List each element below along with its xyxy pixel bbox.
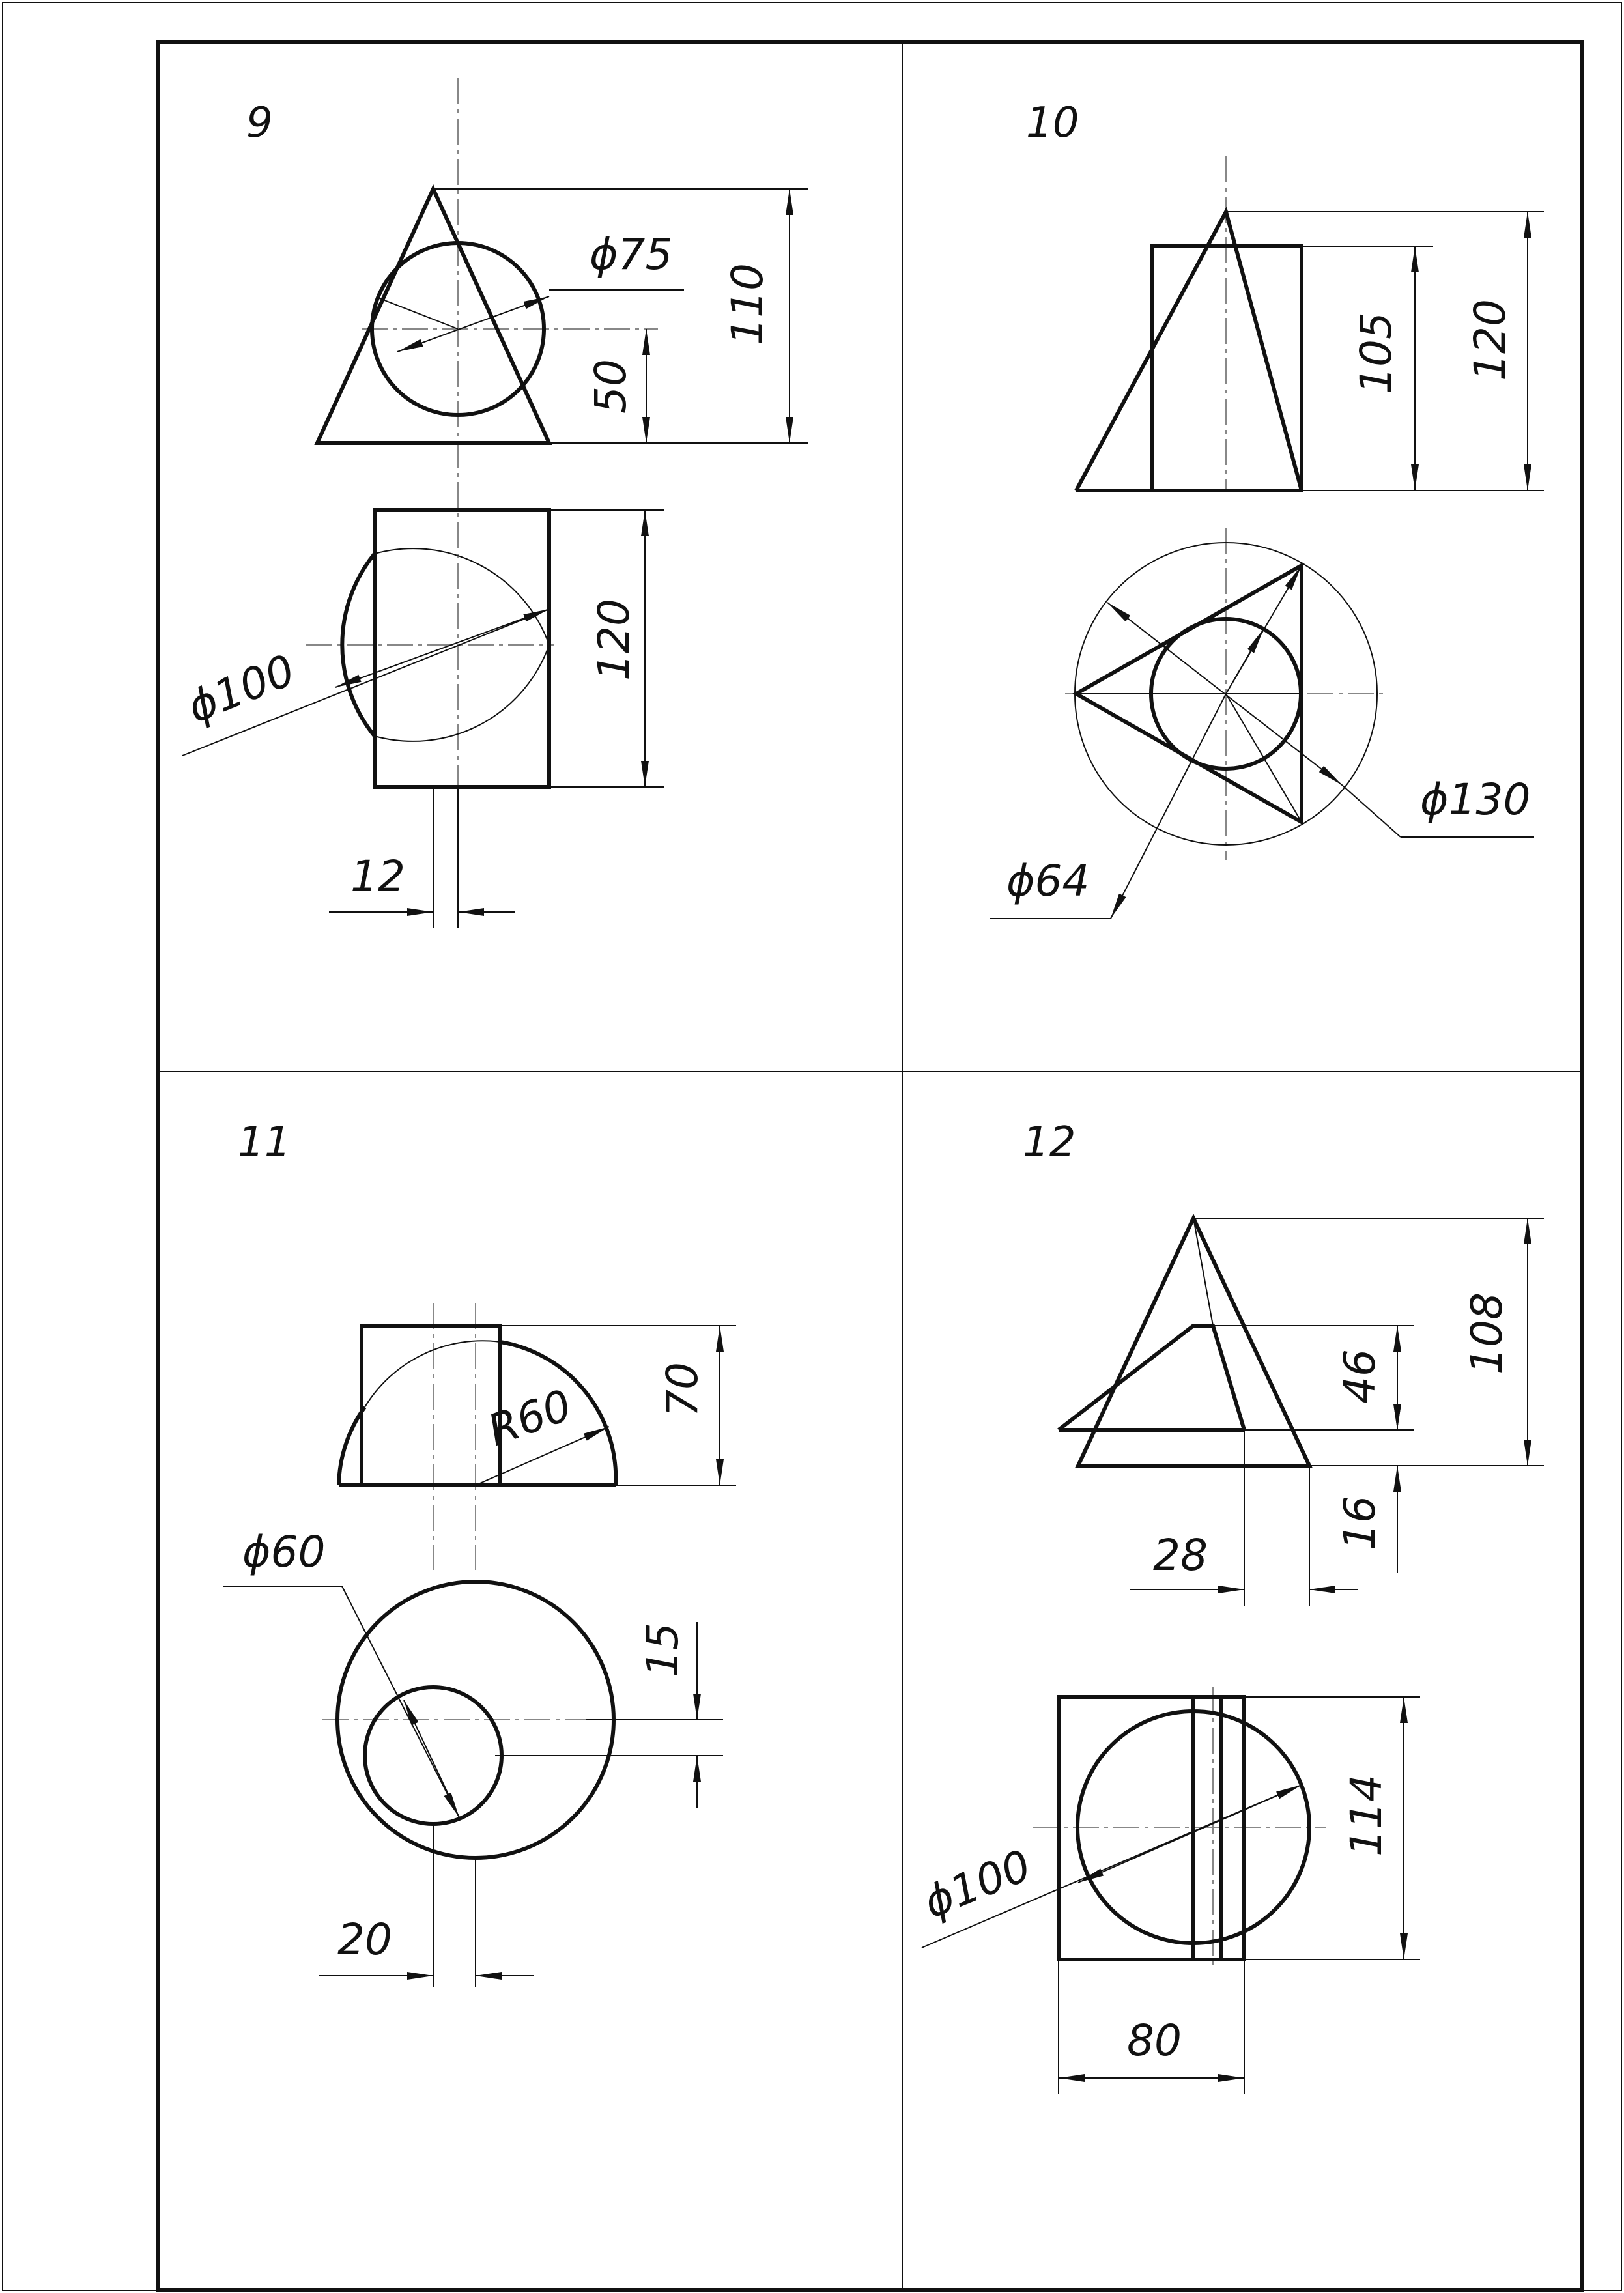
dim-cylinder-diameter: ϕ100 bbox=[180, 644, 302, 733]
cone-front-view bbox=[1076, 212, 1302, 491]
dim-prism-height: 105 bbox=[1351, 312, 1401, 394]
problem-11 bbox=[223, 1118, 736, 1987]
dim-height: 70 bbox=[657, 1362, 707, 1417]
dim-width: 80 bbox=[1127, 2015, 1182, 2066]
problem-number: 12 bbox=[1023, 1118, 1076, 1167]
cone-front-view bbox=[317, 189, 549, 443]
cut-body-top-view bbox=[1059, 1697, 1244, 1959]
problem-number: 10 bbox=[1026, 99, 1079, 147]
half-sphere-front-view bbox=[339, 1342, 616, 1485]
dim-outer-diameter: ϕ130 bbox=[1420, 775, 1531, 825]
dim-sphere-diameter: ϕ75 bbox=[590, 229, 673, 279]
dim-offset-y: 15 bbox=[638, 1623, 688, 1677]
cylinder-top-view bbox=[375, 510, 549, 787]
dim-radius: R60 bbox=[481, 1380, 578, 1457]
dim-total-height: 108 bbox=[1462, 1292, 1512, 1374]
dim-length: 114 bbox=[1341, 1774, 1391, 1857]
dim-cylinder-diameter: ϕ100 bbox=[917, 1840, 1038, 1928]
dim-offset-x: 20 bbox=[337, 1915, 392, 1965]
dim-offset: 12 bbox=[350, 851, 405, 902]
dim-hole-diameter: ϕ60 bbox=[242, 1527, 326, 1577]
dim-base-height: 16 bbox=[1335, 1496, 1385, 1550]
problem-12 bbox=[917, 1118, 1544, 2094]
dim-inner-diameter: ϕ64 bbox=[1006, 856, 1090, 906]
dim-sphere-center-height: 50 bbox=[586, 359, 636, 414]
problem-number: 9 bbox=[246, 99, 273, 147]
dim-cone-height: 110 bbox=[722, 263, 773, 345]
dim-cut-height: 46 bbox=[1335, 1349, 1385, 1404]
dim-cone-height: 120 bbox=[1465, 299, 1515, 381]
problem-9 bbox=[180, 78, 808, 928]
cylinder-front-view bbox=[362, 1326, 500, 1485]
hole-top-view bbox=[365, 1687, 502, 1824]
dim-cylinder-length: 120 bbox=[589, 599, 639, 681]
dim-width-offset: 28 bbox=[1153, 1530, 1208, 1580]
cut-body-front-view bbox=[1059, 1326, 1244, 1430]
problem-number: 11 bbox=[238, 1118, 291, 1167]
problem-10 bbox=[990, 99, 1544, 919]
